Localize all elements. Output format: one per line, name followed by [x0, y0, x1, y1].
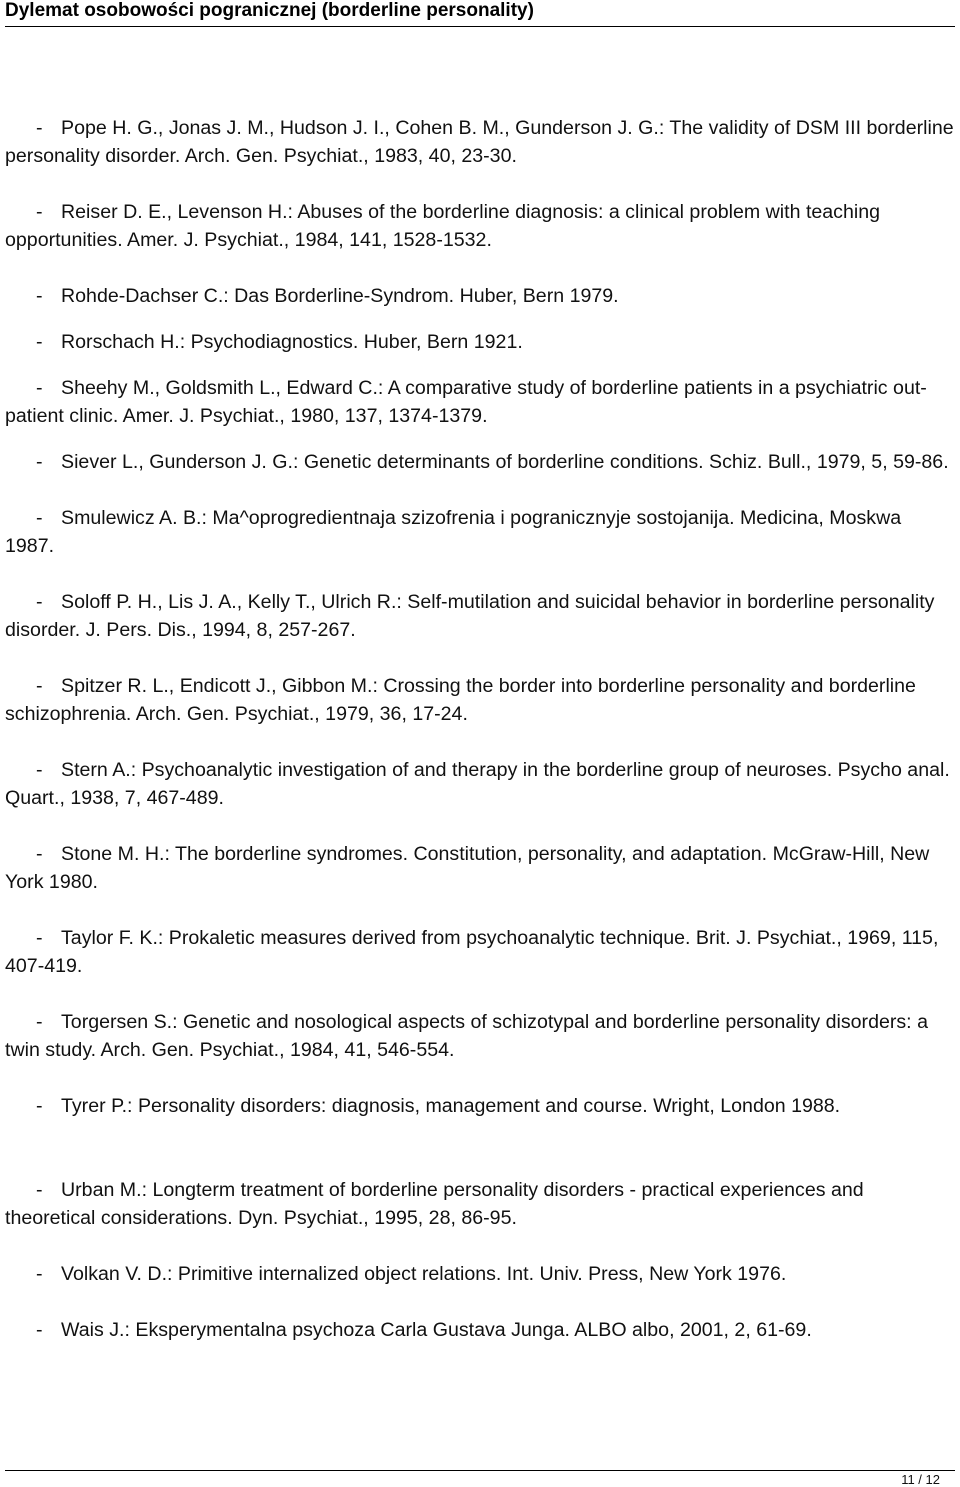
reference-text: Taylor F. K.: Prokaletic measures derived from psychoanalytic technique. Brit. J. Psychiat., 1969, 115, 407-419.: [5, 927, 939, 977]
reference-item: [5, 504, 955, 560]
list-dash: -: [36, 1319, 43, 1341]
list-dash: -: [36, 927, 43, 949]
reference-item: [5, 1260, 955, 1288]
list-dash: -: [36, 201, 43, 223]
reference-item: [5, 672, 955, 728]
list-dash: -: [36, 117, 43, 139]
reference-text: Stern A.: Psychoanalytic investigation of and therapy in the borderline group of neuroses. Psycho anal. Quart., 1938, 7, 467-489.: [5, 759, 950, 809]
reference-item: [5, 756, 955, 812]
list-dash: -: [36, 843, 43, 865]
reference-item: [5, 374, 955, 430]
reference-item: [5, 114, 955, 170]
list-dash: -: [36, 675, 43, 697]
reference-text: Rohde-Dachser C.: Das Borderline-Syndrom. Huber, Bern 1979.: [61, 285, 619, 307]
reference-text: Torgersen S.: Genetic and nosological aspects of schizotypal and borderline personality disorders: a twin study. Arch. Gen. Psychiat., 1984, 41, 546-554.: [5, 1011, 928, 1061]
page-header: [5, 0, 955, 27]
reference-item: [5, 448, 955, 476]
reference-item: [5, 1176, 955, 1232]
reference-item: [5, 924, 955, 980]
reference-item: [5, 328, 955, 356]
list-dash: -: [36, 331, 43, 353]
reference-text: Tyrer P.: Personality disorders: diagnosis, management and course. Wright, London 1988.: [61, 1095, 841, 1117]
reference-item: [5, 1008, 955, 1064]
reference-item: [5, 840, 955, 896]
list-dash: -: [36, 451, 43, 473]
reference-item: [5, 588, 955, 644]
reference-text: Rorschach H.: Psychodiagnostics. Huber, Bern 1921.: [61, 331, 523, 353]
reference-list: [5, 114, 955, 1372]
reference-text: Stone M. H.: The borderline syndromes. Constitution, personality, and adaptation. McGraw-Hill, New York 1980.: [5, 843, 930, 893]
reference-item: [5, 1092, 955, 1120]
reference-text: Urban M.: Longterm treatment of borderline personality disorders - practical experiences and theoretical considerations. Dyn. Psychiat., 1995, 28, 86-95.: [5, 1179, 875, 1229]
list-dash: -: [36, 759, 43, 781]
list-dash: -: [36, 377, 43, 399]
reference-text: Soloff P. H., Lis J. A., Kelly T., Ulrich R.: Self-mutilation and suicidal behavior in borderline personality disorder. J. Pers. Dis., 1994, 8, 257-267.: [5, 591, 935, 641]
reference-item: [5, 198, 955, 254]
reference-text: Pope H. G., Jonas J. M., Hudson J. I., Cohen B. M., Gunderson J. G.: The validity of DSM III borderline personality disorder. Arch. Gen. Psychiat., 1983, 40, 23-30.: [5, 117, 954, 167]
list-dash: -: [36, 1263, 43, 1285]
reference-text: Reiser D. E., Levenson H.: Abuses of the borderline diagnosis: a clinical problem with teaching opportunities. Amer. J. Psychiat., 1984, 141, 1528-1532.: [5, 201, 881, 251]
page-footer: [5, 1470, 955, 1487]
reference-text: Smulewicz A. B.: Ma^oprogredientnaja szizofrenia i pogranicznyje sostojanija. Medicina, Moskwa 1987.: [5, 507, 902, 557]
list-dash: -: [36, 1011, 43, 1033]
reference-item: [5, 1316, 955, 1344]
page-number: 11 / 12: [901, 1472, 940, 1487]
reference-text: Sheehy M., Goldsmith L., Edward C.: A comparative study of borderline patients in a psychiatric out-patient clinic. Amer. J. Psychiat., 1980, 137, 1374-1379.: [5, 377, 927, 427]
reference-text: Siever L., Gunderson J. G.: Genetic determinants of borderline conditions. Schiz. Bull., 1979, 5, 59-86.: [61, 451, 949, 473]
list-dash: -: [36, 285, 43, 307]
list-dash: -: [36, 591, 43, 613]
reference-item: [5, 282, 955, 310]
reference-text: Wais J.: Eksperymentalna psychoza Carla Gustava Junga. ALBO albo, 2001, 2, 61-69.: [61, 1319, 812, 1341]
list-dash: -: [36, 1179, 43, 1201]
list-dash: -: [36, 1095, 43, 1117]
document-title: Dylemat osobowości pogranicznej (borderline personality): [5, 0, 534, 21]
reference-text: Volkan V. D.: Primitive internalized object relations. Int. Univ. Press, New York 1976.: [61, 1263, 787, 1285]
list-dash: -: [36, 507, 43, 529]
reference-text: Spitzer R. L., Endicott J., Gibbon M.: Crossing the border into borderline personality and borderline schizophrenia. Arch. Gen. Psychiat., 1979, 36, 17-24.: [5, 675, 916, 725]
